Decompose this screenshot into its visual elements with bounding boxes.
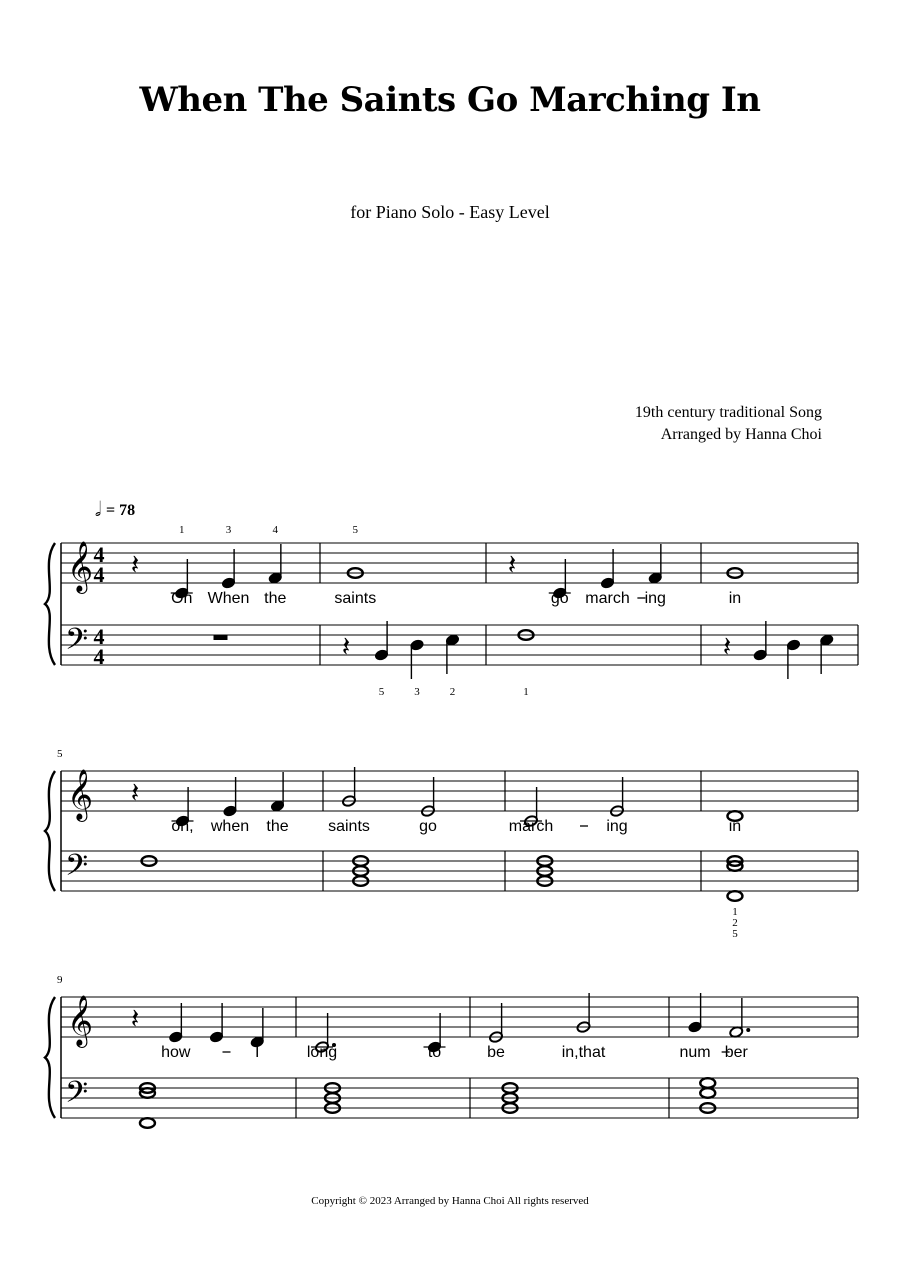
lyric-syllable: oh, (171, 818, 194, 835)
fingering-number: 3 (225, 524, 232, 536)
treble-clef: 𝄞 (67, 769, 94, 820)
grand-staff-brace (45, 771, 55, 891)
lyric-syllable: when (210, 818, 250, 835)
fingering-number: 2 (732, 917, 738, 929)
treble-clef: 𝄞 (67, 995, 94, 1046)
chord-note (140, 1118, 155, 1128)
composer-line: 19th century traditional Song (634, 404, 822, 421)
quarter-rest: 𝄽 (722, 630, 732, 663)
lyric-syllable: When (207, 590, 250, 607)
lyric-syllable: ber (724, 1044, 748, 1061)
lyric-syllable: go (419, 818, 437, 835)
lyric-syllable: saints (328, 818, 370, 835)
bass-clef: 𝄢 (65, 623, 89, 664)
lyric-syllable: march (508, 818, 554, 835)
bass-clef: 𝄢 (65, 1076, 89, 1117)
lyric-syllable: num (679, 1044, 711, 1061)
chord-note (700, 1088, 715, 1098)
fingering-number: 1 (523, 686, 529, 698)
quarter-rest: 𝄽 (130, 548, 140, 581)
lyric-syllable: be (487, 1044, 505, 1061)
fingering-number: 4 (272, 524, 278, 536)
fingering-number: 1 (732, 906, 738, 918)
tempo-marking: = 78 (106, 502, 136, 519)
measure-number: 9 (57, 974, 63, 986)
lyric-syllable: saints (334, 590, 377, 607)
arranger-line: Arranged by Hanna Choi (660, 426, 822, 443)
lyric-syllable: to (427, 1044, 442, 1061)
lyric-syllable: Oh (171, 590, 193, 607)
lyric-syllable: go (550, 590, 569, 607)
grand-staff-brace (45, 997, 55, 1118)
fingering-number: 5 (378, 686, 385, 698)
subtitle: for Piano Solo - Easy Level (350, 202, 550, 222)
copyright-notice: Copyright © 2023 Arranged by Hanna Choi All rights reserved (311, 1195, 589, 1207)
time-signature-bottom: 4 (93, 562, 105, 587)
fingering-number: 1 (179, 524, 185, 536)
lyric-syllable: in (728, 818, 742, 835)
fingering-number: 2 (449, 686, 456, 698)
time-signature-top: 4 (93, 542, 105, 567)
lyric-syllable: ing (606, 818, 628, 835)
lyric-syllable: in (728, 590, 742, 607)
grand-staff-brace (45, 543, 55, 665)
quarter-rest: 𝄽 (130, 776, 140, 809)
treble-clef: 𝄞 (67, 541, 94, 592)
bass-clef: 𝄢 (65, 849, 89, 890)
page-title: When The Saints Go Marching In (139, 80, 761, 120)
whole-rest (214, 635, 228, 640)
lyric-syllable: march (585, 590, 630, 607)
quarter-rest: 𝄽 (130, 1002, 140, 1035)
augmentation-dot (746, 1028, 750, 1032)
lyric-syllable: long (306, 1044, 338, 1061)
lyric-syllable: how (161, 1044, 191, 1061)
measure-number: 5 (57, 748, 63, 760)
fingering-number: 5 (732, 928, 738, 940)
tempo-note-icon: 𝅗𝅥 (94, 497, 102, 521)
lyric-syllable: the (266, 818, 289, 835)
quarter-rest: 𝄽 (341, 630, 351, 663)
quarter-rest: 𝄽 (507, 548, 517, 581)
fingering-number: 5 (352, 524, 359, 536)
lyric-syllable: ing (644, 590, 666, 607)
fingering-number: 3 (414, 686, 420, 698)
time-signature-bottom: 4 (93, 644, 105, 669)
lyric-syllable: the (264, 590, 287, 607)
lyric-syllable: I (255, 1044, 260, 1061)
chord-note (700, 1078, 715, 1088)
chord-note (727, 891, 742, 901)
time-signature-top: 4 (93, 624, 105, 649)
lyric-syllable: in,that (561, 1044, 606, 1061)
